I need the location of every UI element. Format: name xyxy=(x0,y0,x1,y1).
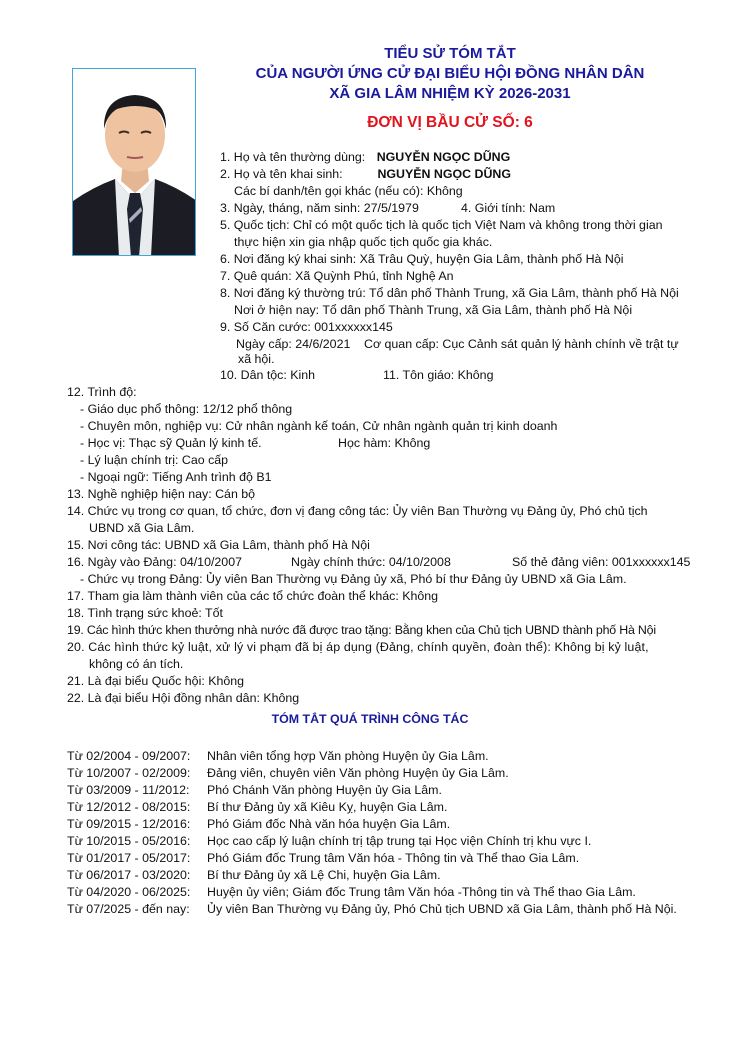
career-period: Từ 07/2025 - đến nay: xyxy=(67,902,190,916)
document-title-line-1: TIỂU SỬ TÓM TẮT xyxy=(384,45,516,62)
item-birth-date: 3. Ngày, tháng, năm sinh: 27/5/1979 xyxy=(220,201,419,215)
item-common-name xyxy=(220,149,510,166)
item-permanent-residence: 8. Nơi đăng ký thường trú: Tổ dân phố Thành Trung, xã Gia Lâm, thành phố Hà Nội xyxy=(220,286,679,300)
item-id-issuer-cont: xã hội. xyxy=(238,352,275,366)
item-party-official-date: Ngày chính thức: 04/10/2008 xyxy=(291,555,451,569)
birth-name-value: NGUYỄN NGỌC DŨNG xyxy=(377,167,512,181)
item-id-number: 9. Số Căn cước: 001xxxxxx145 xyxy=(220,320,393,334)
item-nationality: 5. Quốc tịch: Chỉ có một quốc tịch là quốc tịch Việt Nam và không trong thời gian xyxy=(220,218,663,232)
candidate-portrait xyxy=(72,68,196,256)
career-description: Huyện ủy viên; Giám đốc Trung tâm Văn hóa -Thông tin và Thể thao Gia Lâm. xyxy=(207,885,636,899)
career-entry xyxy=(67,765,509,782)
item-birth-name xyxy=(220,166,511,183)
career-entry xyxy=(67,850,579,867)
item-position: 14. Chức vụ trong cơ quan, tổ chức, đơn vị đang công tác: Ủy viên Ban Thường vụ Đảng ủy, Phó chủ tịch xyxy=(67,504,648,518)
career-entry xyxy=(67,782,442,799)
item-party-join-date: 16. Ngày vào Đảng: 04/10/2007 xyxy=(67,555,242,569)
portrait-image-icon xyxy=(73,69,196,256)
item-religion: 11. Tôn giáo: Không xyxy=(383,368,494,382)
item-specialty: - Chuyên môn, nghiệp vụ: Cử nhân ngành kế toán, Cử nhân ngành quản trị kinh doanh xyxy=(80,419,558,433)
career-description: Phó Giám đốc Trung tâm Văn hóa - Thông tin và Thể thao Gia Lâm. xyxy=(207,851,580,865)
item-hometown: 7. Quê quán: Xã Quỳnh Phú, tỉnh Nghệ An xyxy=(220,269,454,283)
item-political-theory: - Lý luận chính trị: Cao cấp xyxy=(80,453,229,467)
career-period: Từ 12/2012 - 08/2015: xyxy=(67,800,191,814)
item-current-residence: Nơi ở hiện nay: Tổ dân phố Thành Trung, xã Gia Lâm, thành phố Hà Nội xyxy=(234,303,633,317)
item-position-cont: UBND xã Gia Lâm. xyxy=(89,521,195,535)
career-period: Từ 09/2015 - 12/2016: xyxy=(67,817,191,831)
item-id-issuer: Cơ quan cấp: Cục Cảnh sát quản lý hành chính về trật tự xyxy=(364,337,679,351)
career-entry xyxy=(67,867,441,884)
common-name-value: NGUYỄN NGỌC DŨNG xyxy=(376,150,511,164)
career-period: Từ 01/2017 - 05/2017: xyxy=(67,851,191,865)
common-name-label: 1. Họ và tên thường dùng: xyxy=(220,150,366,164)
item-discipline-cont: không có án tích. xyxy=(89,657,184,671)
career-entry xyxy=(67,816,450,833)
item-discipline: 20. Các hình thức kỷ luật, xử lý vi phạm đã bị áp dụng (Đảng, chính quyền, đoàn thể): Không bị kỷ luật, xyxy=(67,640,649,654)
item-occupation: 13. Nghề nghiệp hiện nay: Cán bộ xyxy=(67,487,256,501)
item-nationality-cont: thực hiện xin gia nhập quốc tịch quốc gia khác. xyxy=(234,235,493,249)
career-entry xyxy=(67,748,489,765)
item-id-issue-date: Ngày cấp: 24/6/2021 xyxy=(236,337,351,351)
career-period: Từ 10/2007 - 02/2009: xyxy=(67,766,191,780)
document-title-line-3: XÃ GIA LÂM NHIỆM KỲ 2026-2031 xyxy=(329,85,571,102)
item-aliases: Các bí danh/tên gọi khác (nếu có): Không xyxy=(234,184,463,198)
career-description: Ủy viên Ban Thường vụ Đảng ủy, Phó Chủ tịch UBND xã Gia Lâm, thành phố Hà Nội. xyxy=(207,902,677,916)
item-national-assembly: 21. Là đại biểu Quốc hội: Không xyxy=(67,674,245,688)
career-description: Học cao cấp lý luận chính trị tập trung tại Học viện Chính trị khu vực I. xyxy=(207,834,592,848)
career-description: Phó Giám đốc Nhà văn hóa huyện Gia Lâm. xyxy=(207,817,451,831)
career-description: Phó Chánh Văn phòng Huyện ủy Gia Lâm. xyxy=(207,783,442,797)
career-entry xyxy=(67,901,677,918)
career-entry xyxy=(67,884,636,901)
career-period: Từ 10/2015 - 05/2016: xyxy=(67,834,191,848)
item-ethnicity: 10. Dân tộc: Kinh xyxy=(220,368,316,382)
item-academic-title: Học hàm: Không xyxy=(338,436,431,450)
item-general-education: - Giáo dục phổ thông: 12/12 phổ thông xyxy=(80,402,293,416)
electoral-unit-heading: ĐƠN VỊ BẦU CỬ SỐ: 6 xyxy=(367,114,533,131)
career-period: Từ 03/2009 - 11/2012: xyxy=(67,783,190,797)
document-title-line-2: CỦA NGƯỜI ỨNG CỬ ĐẠI BIỂU HỘI ĐỒNG NHÂN DÂN xyxy=(255,65,645,82)
item-birth-registration: 6. Nơi đăng ký khai sinh: Xã Trâu Quỳ, huyện Gia Lâm, thành phố Hà Nội xyxy=(220,252,624,266)
item-academic-degree: - Học vị: Thạc sỹ Quản lý kinh tế. xyxy=(80,436,262,450)
birth-name-label: 2. Họ và tên khai sinh: xyxy=(220,167,343,181)
item-education-heading: 12. Trình độ: xyxy=(67,385,137,399)
item-party-card-number: Số thẻ đảng viên: 001xxxxxx145 xyxy=(512,555,691,569)
item-party-position: - Chức vụ trong Đảng: Ủy viên Ban Thường vụ Đảng ủy xã, Phó bí thư Đảng ủy UBND xã Gia Lâm. xyxy=(80,572,627,586)
career-description: Bí thư Đảng ủy xã Kiêu Kỵ, huyện Gia Lâm. xyxy=(207,800,448,814)
career-period: Từ 04/2020 - 06/2025: xyxy=(67,885,191,899)
career-description: Đảng viên, chuyên viên Văn phòng Huyện ủy Gia Lâm. xyxy=(207,766,509,780)
item-health: 18. Tình trạng sức khoẻ: Tốt xyxy=(67,606,223,620)
career-entry xyxy=(67,799,447,816)
item-peoples-council: 22. Là đại biểu Hội đồng nhân dân: Không xyxy=(67,691,300,705)
career-description: Nhân viên tổng hợp Văn phòng Huyện ủy Gia Lâm. xyxy=(207,749,489,763)
item-foreign-language: - Ngoại ngữ: Tiếng Anh trình độ B1 xyxy=(80,470,272,484)
career-period: Từ 02/2004 - 09/2007: xyxy=(67,749,191,763)
career-description: Bí thư Đảng ủy xã Lệ Chi, huyện Gia Lâm. xyxy=(207,868,441,882)
item-other-organizations: 17. Tham gia làm thành viên của các tổ chức đoàn thể khác: Không xyxy=(67,589,439,603)
item-gender: 4. Giới tính: Nam xyxy=(461,201,556,215)
career-period: Từ 06/2017 - 03/2020: xyxy=(67,868,191,882)
career-entry xyxy=(67,833,591,850)
career-section-title: TÓM TẮT QUÁ TRÌNH CÔNG TÁC xyxy=(271,712,469,726)
item-awards: 19. Các hình thức khen thưởng nhà nước đã được trao tặng: Bằng khen của Chủ tịch UBND thành phố Hà Nội xyxy=(67,623,656,637)
item-workplace: 15. Nơi công tác: UBND xã Gia Lâm, thành phố Hà Nội xyxy=(67,538,370,552)
